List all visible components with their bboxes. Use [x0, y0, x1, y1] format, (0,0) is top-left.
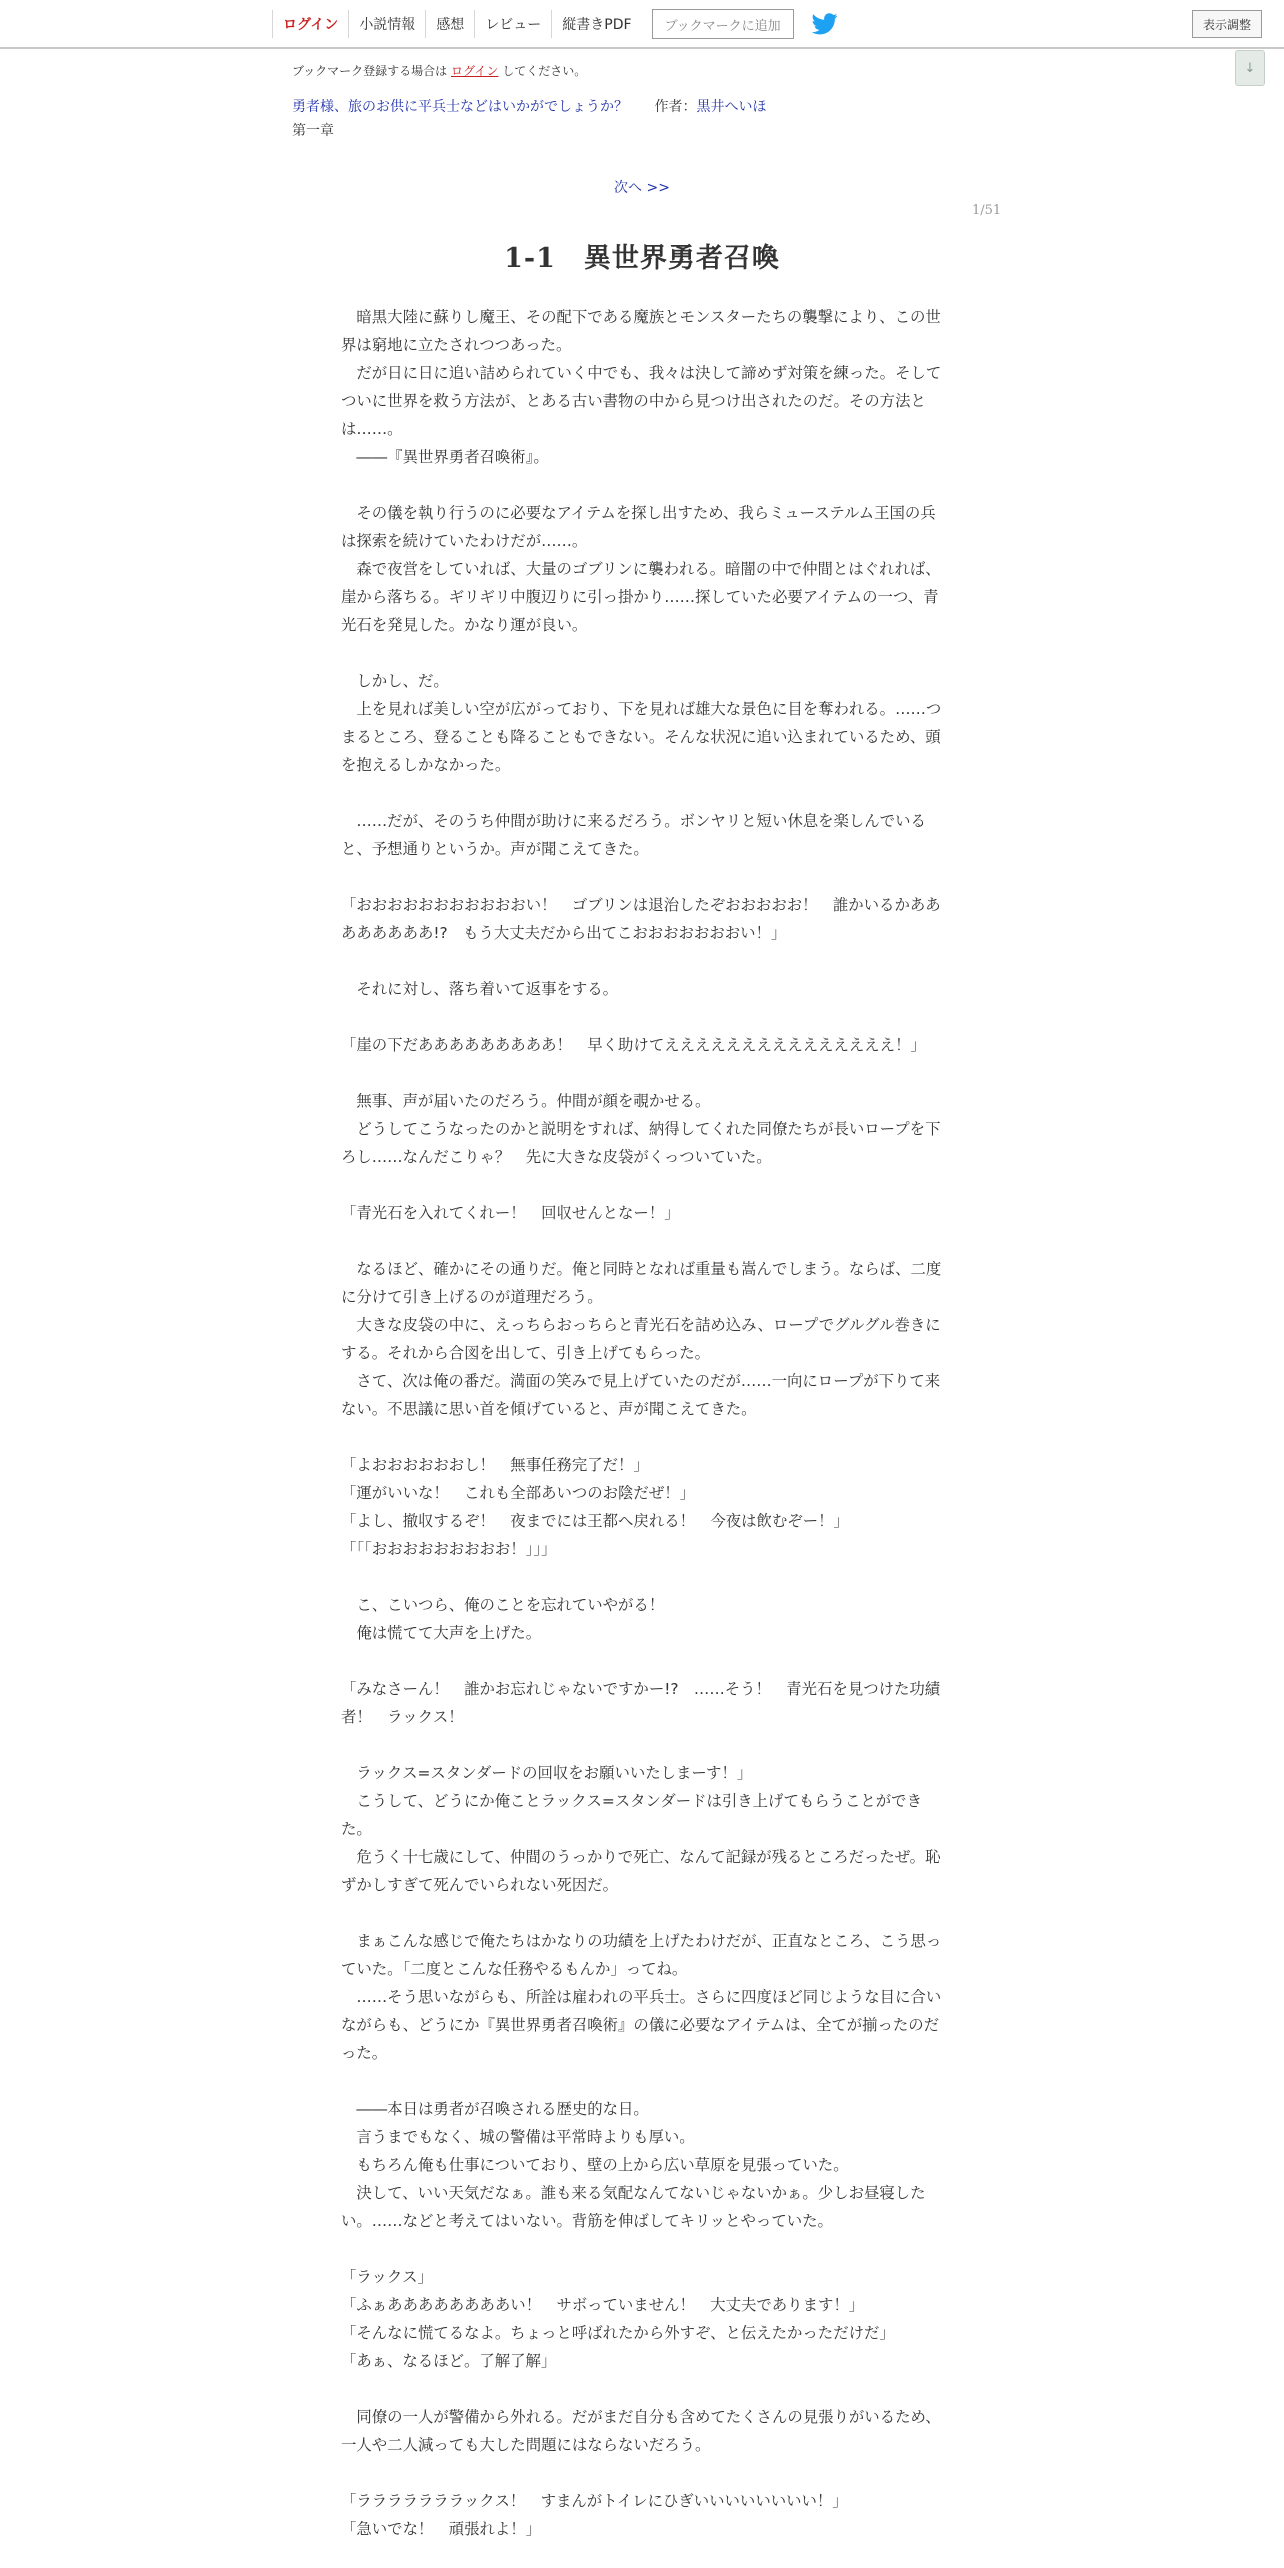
body-paragraph: 「よおおおおおおし！ 無事任務完了だ！」: [341, 1456, 649, 1474]
add-bookmark-button[interactable]: ブックマークに追加: [652, 9, 794, 39]
author-label: 作者：: [654, 99, 697, 115]
novel-title-link[interactable]: 勇者様、旅のお供に平兵士などはいかがでしょうか？: [292, 99, 628, 115]
blank-line: [341, 1171, 943, 1199]
blank-line: [341, 1563, 943, 1591]
body-paragraph: まぁこんな感じで俺たちはかなりの功績を上げたわけだが、正直なところ、こう思っていた。「二度とこんな任務やるもんか」ってね。: [341, 1932, 942, 1978]
blank-line: [341, 1003, 943, 1031]
blank-line: [341, 779, 943, 807]
body-paragraph: ……だが、そのうち仲間が助けに来るだろう。ボンヤリと短い休息を楽しんでいると、予想通りというか。声が聞こえてきた。: [341, 812, 926, 858]
body-paragraph: こ、こいつら、俺のことを忘れていやがる！: [341, 1596, 665, 1614]
bookmark-note-suffix: してください。: [502, 64, 587, 78]
body-paragraph: 上を見れば美しい空が広がっており、下を見れば雄大な景色に目を奪われる。……つまるところ、登ることも降ることもできない。そんな状況に追い込まれているため、頭を抱えるしかなかった。: [341, 700, 942, 774]
novel-info-line: [292, 96, 766, 116]
body-paragraph: どうしてこうなったのかと説明をすれば、納得してくれた同僚たちが長いロープを下ろし……なんだこりゃ？ 先に大きな皮袋がくっついていた。: [341, 1120, 941, 1166]
body-paragraph: ……そう思いながらも、所詮は雇われの平兵士。さらに四度ほど同じような目に合いながらも、どうにか『異世界勇者召喚術』の儀に必要なアイテムは、全てが揃ったのだった。: [341, 1988, 942, 2062]
menu-review-link[interactable]: レビュー: [474, 10, 551, 38]
display-settings-button[interactable]: 表示調整: [1192, 10, 1262, 38]
twitter-bird-icon[interactable]: [812, 13, 838, 35]
menu-login-link[interactable]: ログイン: [272, 10, 348, 38]
menu-novel-info-link[interactable]: 小説情報: [348, 10, 425, 38]
body-paragraph: もちろん俺も仕事についており、壁の上から広い草原を見張っていた。: [341, 2156, 849, 2174]
blank-line: [341, 1899, 943, 1927]
body-paragraph: 「急いでな！ 頑張れよ！」: [341, 2520, 542, 2538]
body-paragraph: 「「「おおおおおおおおお！」」」: [341, 1540, 557, 1558]
blank-line: [341, 2235, 943, 2263]
top-navigation-bar: [0, 0, 1284, 49]
blank-line: [341, 863, 943, 891]
body-paragraph: なるほど、確かにその通りだ。俺と同時となれば重量も嵩んでしまう。ならば、二度に分けて引き上げるのが道理だろう。: [341, 1260, 942, 1306]
blank-line: [341, 1647, 943, 1675]
body-paragraph: 「ラックス」: [341, 2268, 433, 2286]
body-paragraph: 「ラララララララックス！ すまんがトイレにひぎいいいいいいいい！」: [341, 2492, 848, 2510]
bookmark-note-prefix: ブックマーク登録する場合は: [292, 64, 448, 78]
body-paragraph: 「運がいいな！ これも全部あいつのお陰だぜ！」: [341, 1484, 695, 1502]
body-paragraph: 「ふぁああああああああい！ サボっていません！ 大丈夫であります！」: [341, 2296, 865, 2314]
body-paragraph: 「みなさーん！ 誰かお忘れじゃないですかー!? ……そう！ 青光石を見つけた功績者！ ラックス！: [341, 1680, 941, 1726]
body-paragraph: ラックス=スタンダードの回収をお願いいたしまーす！」: [341, 1764, 753, 1782]
body-paragraph: 無事、声が届いたのだろう。仲間が顔を覗かせる。: [341, 1092, 711, 1110]
body-paragraph: こうして、どうにか俺ことラックス=スタンダードは引き上げてもらうことができた。: [341, 1792, 922, 1838]
body-paragraph: 「よし、撤収するぞ！ 夜までには王都へ戻れる！ 今夜は飲むぞー！」: [341, 1512, 849, 1530]
blank-line: [341, 1059, 943, 1087]
menu-impressions-link[interactable]: 感想: [425, 10, 474, 38]
body-paragraph: 暗黒大陸に蘇りし魔王、その配下である魔族とモンスターたちの襲撃により、この世界は窮地に立たされつつあった。: [341, 308, 941, 354]
blank-line: [341, 947, 943, 975]
body-paragraph: 「そんなに慌てるなよ。ちょっと呼ばれたから外すぞ、と伝えたかっただけだ」: [341, 2324, 895, 2342]
body-paragraph: だが日に日に追い詰められていく中でも、我々は決して諦めず対策を練った。そしてついに世界を救う方法が、とある古い書物の中から見つけ出されたのだ。その方法とは……。: [341, 364, 942, 438]
body-paragraph: 俺は慌てて大声を上げた。: [341, 1624, 542, 1642]
body-paragraph: 「あぁ、なるほど。了解了解」: [341, 2352, 557, 2370]
body-paragraph: ――本日は勇者が召喚される歴史的な日。: [341, 2100, 649, 2118]
header-menu: [272, 7, 838, 41]
body-paragraph: 「おおおおおおおおおおおい！ ゴブリンは退治したぞおおおおお！ 誰かいるかああああああああ!? もう大丈夫だから出てこおおおおおおおい！」: [341, 896, 941, 942]
blank-line: [341, 1731, 943, 1759]
bookmark-note-login-link[interactable]: ログイン: [451, 64, 499, 78]
blank-line: [341, 2067, 943, 2095]
next-page-link[interactable]: 次へ >>: [614, 180, 670, 196]
chapter-label: 第一章: [292, 123, 334, 139]
blank-line: [341, 2459, 943, 2487]
body-paragraph: 危うく十七歳にして、仲間のうっかりで死亡、なんて記録が残るところだったぜ。恥ずかしすぎて死んでいられない死因だ。: [341, 1848, 941, 1894]
body-paragraph: 森で夜営をしていれば、大量のゴブリンに襲われる。暗闇の中で仲間とはぐれれば、崖から落ちる。ギリギリ中腹辺りに引っ掛かり……探していた必要アイテムの一つ、青光石を発見した。かなり運が良い。: [341, 560, 941, 634]
blank-line: [341, 639, 943, 667]
bookmark-login-note: [292, 62, 586, 79]
body-paragraph: しかし、だ。: [341, 672, 449, 690]
body-paragraph: 言うまでもなく、城の警備は平常時よりも厚い。: [341, 2128, 695, 2146]
body-paragraph: さて、次は俺の番だ。満面の笑みで見上げていたのだが……一向にロープが下りて来ない。不思議に思い首を傾げていると、声が聞こえてきた。: [341, 1372, 941, 1418]
body-paragraph: その儀を執り行うのに必要なアイテムを探し出すため、我らミューステルム王国の兵は探索を続けていたわけだが……。: [341, 504, 936, 550]
body-paragraph: 大きな皮袋の中に、えっちらおっちらと青光石を詰め込み、ロープでグルグル巻きにする。それから合図を出して、引き上げてもらった。: [341, 1316, 941, 1362]
novel-body-text: [341, 303, 943, 2543]
blank-line: [341, 471, 943, 499]
body-paragraph: 「青光石を入れてくれー！ 回収せんとなー！」: [341, 1204, 680, 1222]
author-link[interactable]: 黒井へいほ: [696, 99, 767, 115]
menu-vertical-pdf-link[interactable]: 縦書きPDF: [551, 10, 641, 38]
body-paragraph: 「崖の下だあああああああああ！ 早く助けてえええええええええええええええ！」: [341, 1036, 926, 1054]
episode-title: 1-1 異世界勇者召喚: [504, 243, 780, 274]
blank-line: [341, 1227, 943, 1255]
body-paragraph: 同僚の一人が警備から外れる。だがまだ自分も含めてたくさんの見張りがいるため、一人や二人減っても大した問題にはならないだろう。: [341, 2408, 941, 2454]
blank-line: [341, 1423, 943, 1451]
blank-line: [341, 2375, 943, 2403]
page-counter: 1/51: [972, 203, 1002, 218]
down-arrow-icon[interactable]: ↓: [1235, 50, 1265, 86]
body-paragraph: 決して、いい天気だなぁ。誰も来る気配なんてないじゃないかぁ。少しお昼寝したい。……などと考えてはいない。背筋を伸ばしてキリッとやっていた。: [341, 2184, 926, 2230]
body-paragraph: それに対し、落ち着いて返事をする。: [341, 980, 619, 998]
body-paragraph: ――『異世界勇者召喚術』。: [341, 448, 549, 466]
